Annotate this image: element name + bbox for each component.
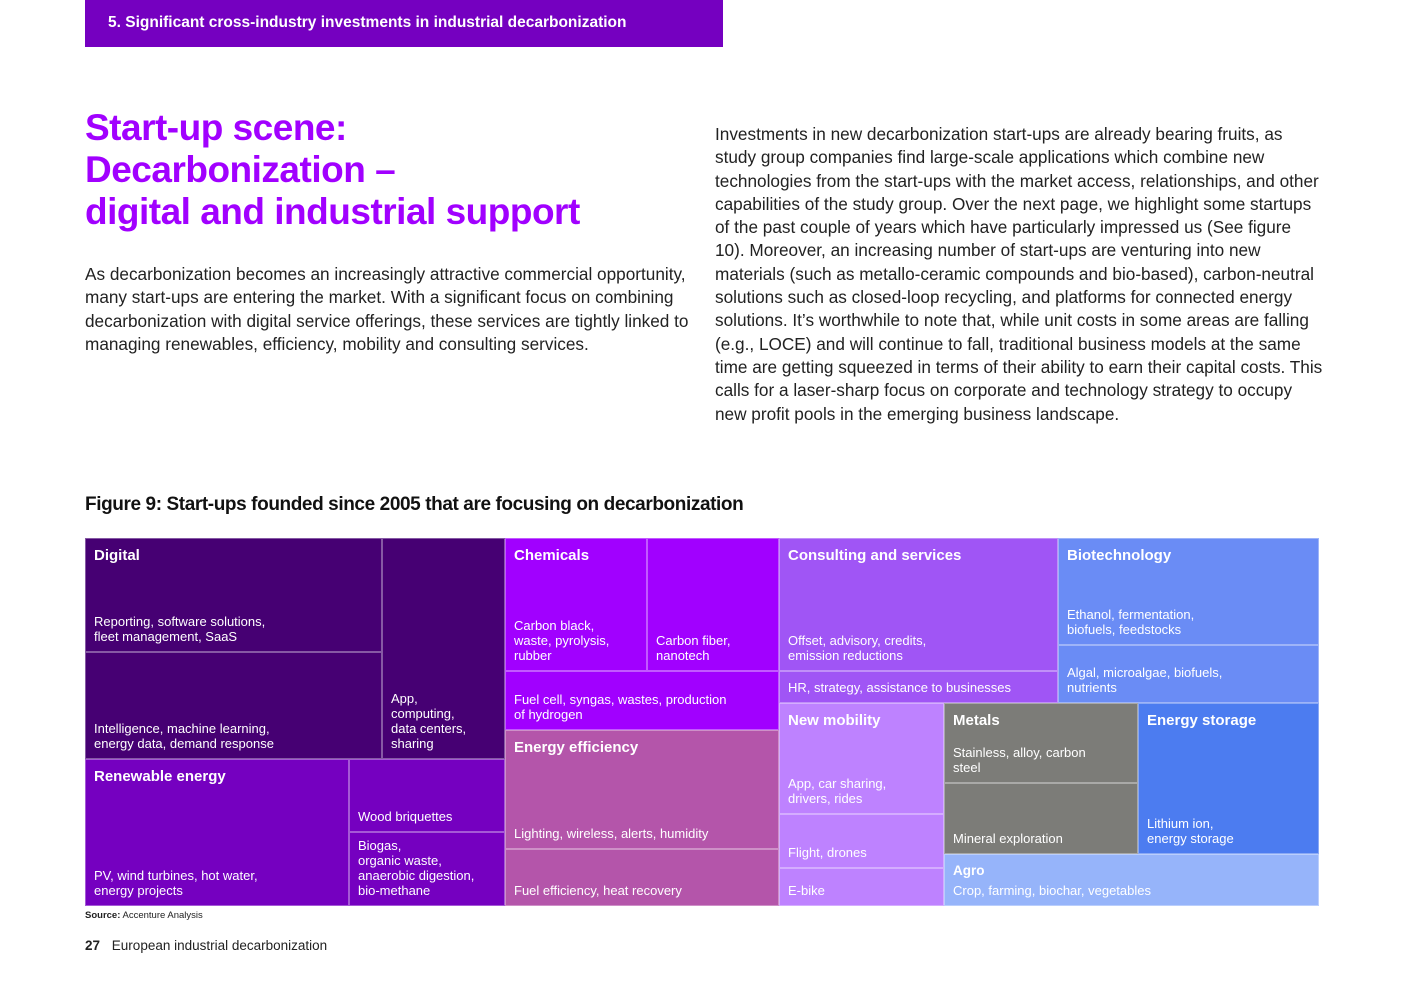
source-text: Accenture Analysis [122, 910, 203, 921]
intro-paragraph: As decarbonization becomes an increasingly attractive commercial opportunity, many start-ups are entering the market. With a significant focus on combining decarbonization with digital service offerings, these services are tightly linked to managing renewables, efficiency, mobility and consulting services. [85, 264, 689, 354]
cell-label: Mineral exploration [953, 831, 1063, 846]
cell-label: Lighting, wireless, alerts, humidity [514, 826, 709, 841]
cell-label: Fuel efficiency, heat recovery [514, 883, 682, 898]
treemap-cell-renewable-pv [85, 759, 349, 906]
cell-label: PV, wind turbines, hot water, energy projects [94, 868, 258, 898]
cell-label: App, computing, data centers, sharing [391, 691, 467, 751]
category-title-chemicals: Chemicals [514, 547, 590, 564]
cell-label: Algal, microalgae, biofuels, nutrients [1067, 665, 1223, 695]
cell-label: Offset, advisory, credits, emission reductions [788, 633, 927, 663]
headline-line-1: Start-up scene: [85, 107, 347, 148]
figure-title: Figure 9: Start-ups founded since 2005 that are focusing on decarbonization [85, 494, 744, 515]
treemap-cell-chem-carbon-fiber [647, 538, 779, 671]
treemap-cell-mob-flight [779, 814, 944, 868]
page-number: 27 [85, 938, 101, 953]
cell-label: Carbon black, waste, pyrolysis, rubber [514, 618, 610, 663]
cell-label: Wood briquettes [358, 809, 453, 824]
treemap-cell-chem-fuel-cell [505, 671, 779, 730]
category-title-consulting: Consulting and services [788, 547, 962, 564]
headline-line-2: Decarbonization – [85, 149, 396, 190]
cell-label: Crop, farming, biochar, vegetables [953, 883, 1151, 898]
section-tab: 5. Significant cross-industry investments in industrial decarbonization [85, 0, 723, 47]
treemap-cell-digital-app [382, 538, 505, 759]
treemap-cell-mob-ebike [779, 868, 944, 906]
treemap-cell-cons-hr [779, 671, 1058, 703]
category-title-biotech: Biotechnology [1067, 547, 1172, 564]
cell-label: Carbon fiber, nanotech [656, 633, 731, 663]
category-title-agro: Agro [953, 863, 985, 878]
cell-label: Lithium ion, energy storage [1147, 816, 1234, 846]
page-headline [85, 107, 685, 233]
treemap-cell-cons-offset [779, 538, 1058, 671]
treemap-cell-digital-intelligence [85, 652, 382, 759]
treemap-cell-metals-mineral [944, 783, 1138, 854]
treemap-cell-renewable-wood [349, 759, 505, 832]
startup-treemap [85, 538, 1319, 906]
category-title-energy-storage: Energy storage [1147, 712, 1257, 729]
cell-label: App, car sharing, drivers, rides [788, 776, 887, 806]
category-title-new-mobility: New mobility [788, 712, 881, 729]
treemap-cell-agro-crop [944, 854, 1319, 906]
page-footer [85, 938, 327, 953]
source-label: Source: [85, 910, 121, 921]
cell-label: Intelligence, machine learning, energy data, demand response [94, 721, 274, 751]
treemap-cell-digital-reporting [85, 538, 382, 652]
cell-label: Flight, drones [788, 845, 867, 860]
body-paragraph: Investments in new decarbonization start-ups are already bearing fruits, as study group companies find large-scale applications which combine new technologies from the start-ups with the market access, relationships, and other capabilities of the study group. Over the next page, we highlight some startups of the past couple of years which have particularly impressed us (See figure 10). Moreover, an increasing number of start-ups are venturing into new materials (such as metallo-ceramic compounds and bio-based), carbon-neutral solutions such as closed-loop recycling, and platforms for connected energy solutions. It’s worthwhile to note that, while unit costs in some areas are falling (e.g., LOCE) and will continue to fall, traditional business models at the same time are getting squeezed in terms of their ability to earn their capital costs. This calls for a laser-sharp focus on corporate and technology strategy to occupy new profit pools in the emerging business landscape. [715, 124, 1323, 424]
cell-label: Stainless, alloy, carbon steel [953, 745, 1086, 775]
treemap-cell-bio-algal [1058, 645, 1319, 703]
footer-title: European industrial decarbonization [111, 938, 328, 953]
category-title-renewable: Renewable energy [94, 768, 226, 785]
cell-label: Biogas, organic waste, anaerobic digestion, bio-methane [358, 838, 475, 898]
treemap-cell-chem-carbon-black [505, 538, 647, 671]
category-title-energy-efficiency: Energy efficiency [514, 739, 639, 756]
treemap-cell-storage-lithium [1138, 703, 1319, 854]
treemap-cell-renewable-biogas [349, 832, 505, 906]
cell-label: Ethanol, fermentation, biofuels, feedstocks [1067, 607, 1195, 637]
treemap-cell-mob-app [779, 703, 944, 814]
headline-line-3: digital and industrial support [85, 191, 580, 232]
treemap-cell-ee-lighting [505, 730, 779, 849]
cell-label: Fuel cell, syngas, wastes, production of hydrogen [514, 692, 727, 722]
figure-source [85, 910, 203, 921]
treemap-cell-ee-fuel [505, 849, 779, 906]
cell-label: E-bike [788, 883, 825, 898]
cell-label: HR, strategy, assistance to businesses [788, 680, 1012, 695]
treemap-cell-metals-stainless [944, 703, 1138, 783]
treemap-cell-bio-ethanol [1058, 538, 1319, 645]
cell-label: Reporting, software solutions, fleet management, SaaS [94, 614, 266, 644]
category-title-digital: Digital [94, 547, 140, 564]
category-title-metals: Metals [953, 712, 1000, 729]
